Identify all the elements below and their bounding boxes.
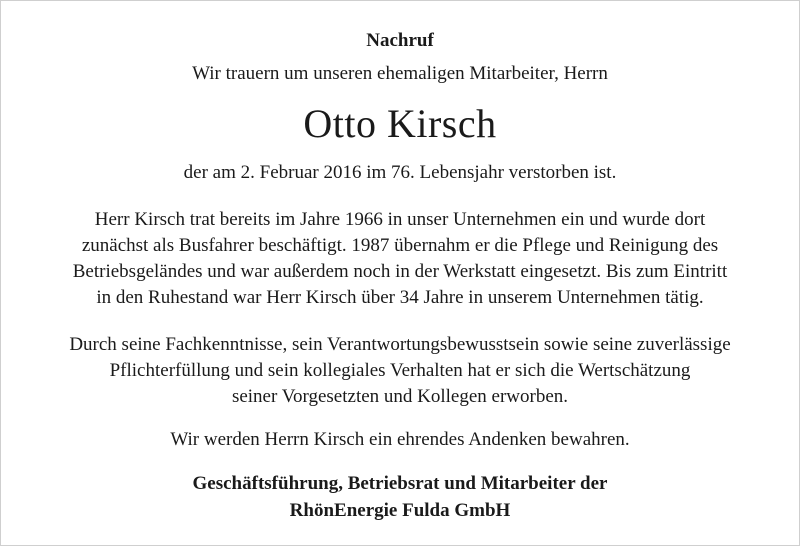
career-line: Herr Kirsch trat bereits im Jahre 1966 in unser Unternehmen ein und wurde dort — [94, 209, 706, 230]
tribute-line: seiner Vorgesetzten und Kollegen erworben. — [231, 386, 569, 407]
career-line: in den Ruhestand war Herr Kirsch über 34 Jahre in unserem Unternehmen tätig. — [96, 287, 704, 308]
signature-company: RhönEnergie Fulda GmbH — [289, 500, 511, 521]
career-line: Betriebsgeländes und war außerdem noch in der Werkstatt eingesetzt. Bis zum Eintritt — [72, 261, 728, 282]
career-paragraph — [21, 207, 779, 311]
tribute-line: Pflichterfüllung und sein kollegiales Verhalten hat er sich die Wertschätzung — [109, 360, 691, 381]
signature-line: Geschäftsführung, Betriebsrat und Mitarbeiter der — [192, 473, 608, 494]
deceased-name: Otto Kirsch — [303, 101, 497, 146]
tribute-paragraph — [21, 332, 779, 410]
signature-block — [1, 470, 799, 524]
death-date-line: der am 2. Februar 2016 im 76. Lebensjahr verstorben ist. — [183, 162, 617, 183]
notice-heading: Nachruf — [366, 30, 434, 51]
career-line: zunächst als Busfahrer beschäftigt. 1987 übernahm er die Pflege und Reinigung des — [81, 235, 719, 256]
intro-line: Wir trauern um unseren ehemaligen Mitarbeiter, Herrn — [192, 63, 608, 84]
tribute-line: Durch seine Fachkenntnisse, sein Verantwortungsbewusstsein sowie seine zuverlässige — [69, 334, 731, 355]
closing-line: Wir werden Herrn Kirsch ein ehrendes Andenken bewahren. — [170, 429, 630, 450]
